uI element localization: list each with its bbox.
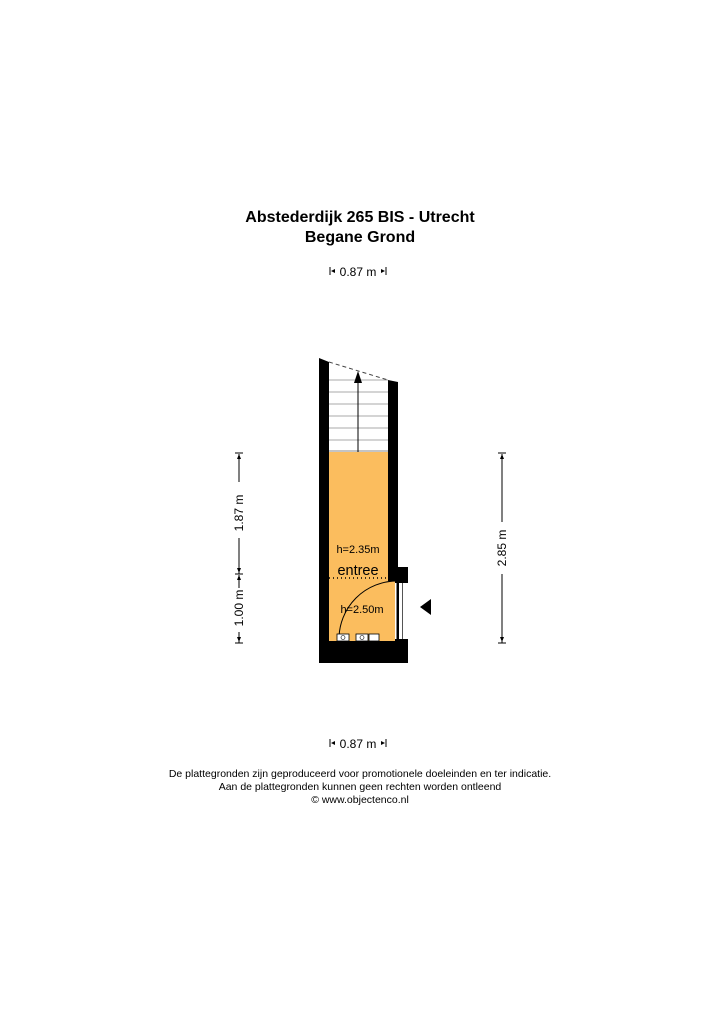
height-label-upper: h=2.35m bbox=[336, 544, 380, 556]
plan-title: Abstederdijk 265 BIS - Utrecht bbox=[245, 209, 475, 226]
left-dimension bbox=[232, 453, 246, 643]
floor-name: Begane Grond bbox=[304, 229, 416, 246]
right-total-label: 2.85 m bbox=[495, 529, 509, 567]
top-width-dimension bbox=[330, 265, 386, 279]
top-width-label: 0.87 m bbox=[339, 265, 377, 279]
floor-area-niche bbox=[389, 581, 395, 641]
left-lower-label: 1.00 m bbox=[232, 589, 246, 627]
room-label-entree: entree bbox=[337, 563, 379, 579]
height-label-lower: h=2.50m bbox=[340, 604, 384, 616]
entrance-arrow-icon bbox=[420, 599, 431, 615]
disclaimer-line-2: Aan de plattegronden kunnen geen rechten worden ontleend bbox=[218, 781, 502, 793]
disclaimer-line-1: De plattegronden zijn geproduceerd voor promotionele doeleinden en ter indicatie. bbox=[168, 768, 552, 780]
bottom-width-label: 0.87 m bbox=[339, 737, 377, 751]
left-upper-label: 1.87 m bbox=[232, 494, 246, 532]
bottom-width-dimension bbox=[330, 737, 386, 751]
meter-cabinet bbox=[337, 634, 379, 641]
right-dimension bbox=[495, 453, 509, 643]
stair-arrow-icon bbox=[354, 371, 362, 383]
copyright-line: © www.objectenco.nl bbox=[311, 794, 409, 806]
staircase bbox=[329, 362, 388, 452]
